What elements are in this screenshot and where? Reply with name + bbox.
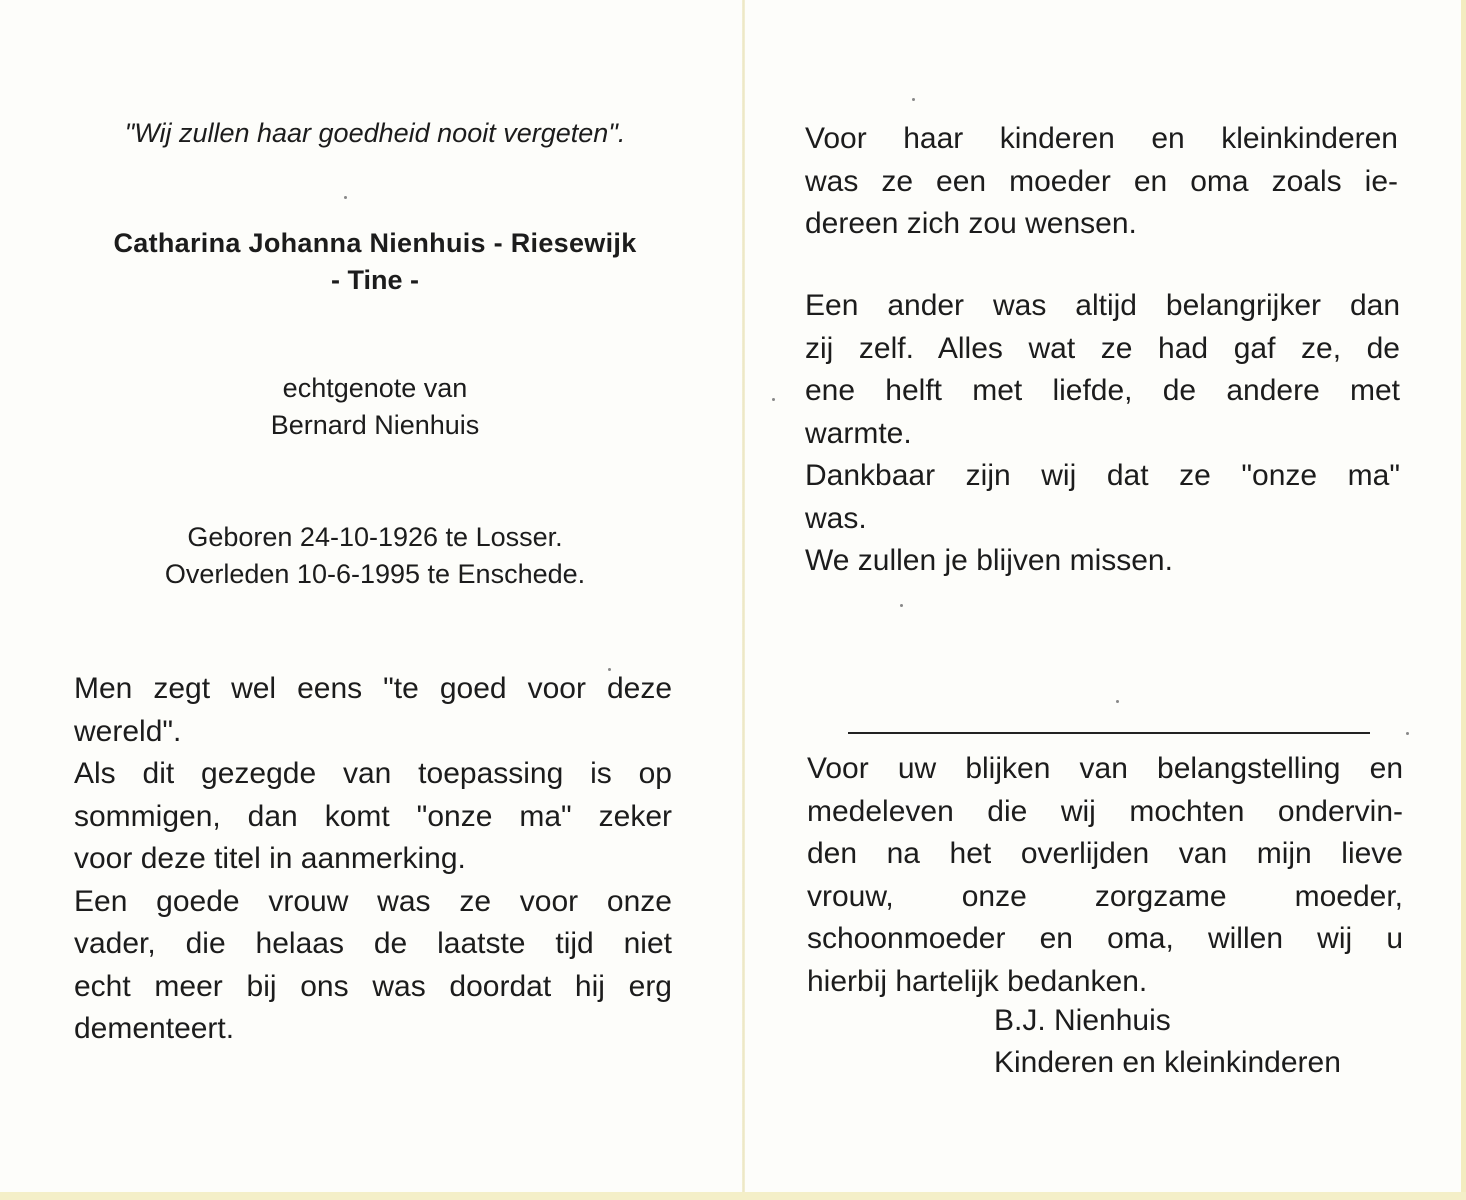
gratitude-line: zij zelf. Alles wat ze had gaf ze, de — [805, 331, 1400, 365]
tribute-line: echt meer bij ons was doordat hij erg — [74, 969, 672, 1003]
tribute-line: voor deze titel in aanmerking. — [74, 842, 466, 875]
paper-speck — [772, 398, 775, 401]
paper-speck — [1116, 700, 1119, 703]
tribute-line: dementeert. — [74, 1012, 235, 1045]
gratitude-line: warmte. — [805, 416, 912, 450]
gratitude-line: ene helft met liefde, de andere met — [805, 374, 1400, 407]
gratitude-line: Dankbaar zijn wij dat ze "onze ma" — [805, 459, 1400, 492]
tribute-line: Een goede vrouw was ze voor onze — [74, 884, 672, 918]
thanks-line: Voor uw blijken van belangstelling en — [807, 752, 1403, 785]
thanks-line: medeleven die wij mochten ondervin- — [807, 794, 1403, 828]
gratitude-line: We zullen je blijven missen. — [805, 544, 1173, 577]
tribute-line: vader, die helaas de laatste tijd niet — [74, 927, 672, 960]
children-line: was ze een moeder en oma zoals ie- — [805, 164, 1398, 198]
memorial-quote: "Wij zullen haar goedheid nooit vergeten". — [124, 118, 626, 148]
birth-line: Geboren 24-10-1926 te Losser. — [187, 522, 563, 552]
tribute-line: wereld". — [74, 714, 182, 748]
paper-speck — [1406, 732, 1409, 735]
children-line: Voor haar kinderen en kleinkinderen — [805, 122, 1398, 155]
signature-spouse: B.J. Nienhuis — [994, 1004, 1171, 1037]
thanks-paragraph — [807, 748, 1403, 1003]
tribute-line: sommigen, dan komt "onze ma" zeker — [74, 799, 672, 833]
deceased-nickname: - Tine - — [330, 265, 419, 295]
thanks-line: vrouw, onze zorgzame moeder, — [807, 879, 1403, 913]
children-line: dereen zich zou wensen. — [805, 207, 1137, 240]
children-paragraph — [805, 118, 1398, 246]
spouse-name: Bernard Nienhuis — [270, 410, 480, 440]
paper-speck — [608, 668, 611, 671]
paper-speck — [344, 196, 347, 199]
thanks-line: hierbij hartelijk bedanken. — [807, 964, 1148, 998]
tribute-paragraph — [74, 668, 672, 1051]
deceased-name: Catharina Johanna Nienhuis - Riesewijk — [113, 228, 637, 258]
section-divider — [848, 732, 1370, 734]
thanks-line: den na het overlijden van mijn lieve — [807, 837, 1403, 870]
paper-edge-right — [1461, 0, 1466, 1200]
spouse-label: echtgenote van — [282, 373, 468, 403]
paper-speck — [912, 98, 915, 101]
tribute-line: Men zegt wel eens "te goed voor deze — [74, 672, 672, 705]
gratitude-line: was. — [805, 501, 867, 535]
signature-family: Kinderen en kleinkinderen — [994, 1046, 1341, 1079]
thanks-line: schoonmoeder en oma, willen wij u — [807, 922, 1403, 955]
paper-edge-bottom — [0, 1192, 1466, 1200]
paper-speck — [900, 604, 903, 607]
death-line: Overleden 10-6-1995 te Enschede. — [164, 559, 586, 589]
gratitude-line: Een ander was altijd belangrijker dan — [805, 289, 1400, 322]
gratitude-paragraph — [805, 285, 1400, 583]
tribute-line: Als dit gezegde van toepassing is op — [74, 757, 672, 790]
